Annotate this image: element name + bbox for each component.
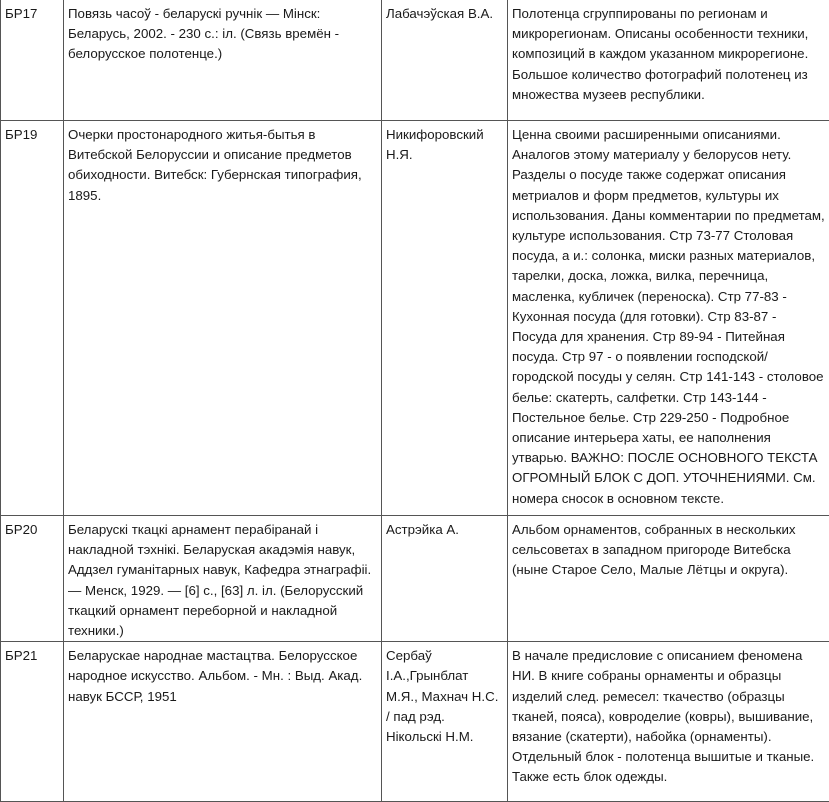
title-cell: Беларускі ткацкі арнамент перабіранай і накладной тэхнікі. Беларуская акадэмія навук, Аддзел гуманітарных навук, Кафедра этнаграфіі. — Менск, 1929. — [6] с., [63] л. іл. (Белорусский ткацкий орнамент переборной и накладной техники.) [64,516,382,642]
author-cell: Лабачэўская В.А. [382,0,508,121]
row-id-cell: БР19 [1,121,64,516]
title-cell: Беларускае народнае мастацтва. Белорусское народное искусство. Альбом. - Мн. : Выд. Акад. навук БССР, 1951 [64,642,382,802]
table-row [1,121,829,516]
table-row [1,516,829,642]
row-id-cell: БР17 [1,0,64,121]
description-cell: Альбом орнаментов, собранных в нескольких сельсоветах в западном пригороде Витебска (ныне Старое Село, Малые Лётцы и округа). [508,516,829,642]
table-row [1,0,829,121]
author-cell: Сербаў І.А.,Грынблат М.Я., Махнач Н.С. / пад рэд. Нікольскі Н.М. [382,642,508,802]
description-cell: В начале предисловие с описанием феномена НИ. В книге собраны орнаменты и образцы изделий след. ремесел: ткачество (образцы тканей, пояса), ковроделие (ковры), вышивание, вязание (скатерти), набойка (орнаменты). Отдельный блок - полотенца вышитые и тканые. Также есть блок одежды. [508,642,829,802]
author-cell: Астрэйка А. [382,516,508,642]
table-row [1,642,829,802]
author-cell: Никифоровский Н.Я. [382,121,508,516]
row-id-cell: БР20 [1,516,64,642]
row-id-cell: БР21 [1,642,64,802]
description-cell: Полотенца сгруппированы по регионам и микрорегионам. Описаны особенности техники, композиций в каждом указанном микрорегионе. Большое количество фотографий полотенец из множества музеев республики. [508,0,829,121]
title-cell: Повязь часоў - беларускі ручнік — Мінск: Беларусь, 2002. - 230 с.: іл. (Связь времён - белорусское полотенце.) [64,0,382,121]
description-cell: Ценна своими расширенными описаниями. Аналогов этому материалу у белорусов нету. Разделы о посуде также содержат описания метриалов и форм предметов, культуры их использования. Даны комментарии по предметам, культуре использования. Стр 73-77 Столовая посуда, а и.: солонка, миски разных материалов, тарелки, доска, ложка, вилка, перечница, масленка, кубличек (переноска). Стр 77-83 - Кухонная посуда (для готовки). Стр 83-87 - Посуда для хранения. Стр 89-94 - Питейная посуда. Стр 97 - о появлении господской/городской посуды у селян. Стр 141-143 - столовое белье: скатерть, салфетки. Стр 143-144 - Постельное белье. Стр 229-250 - Подробное описание интерьера хаты, ее наполнения утварью. ВАЖНО: ПОСЛЕ ОСНОВНОГО ТЕКСТА ОГРОМНЫЙ БЛОК С ДОП. УТОЧНЕНИЯМИ. См. номера сносок в основном тексте. [508,121,829,516]
title-cell: Очерки простонародного житья-бытья в Витебской Белоруссии и описание предметов обиходности. Витебск: Губернская типография, 1895. [64,121,382,516]
